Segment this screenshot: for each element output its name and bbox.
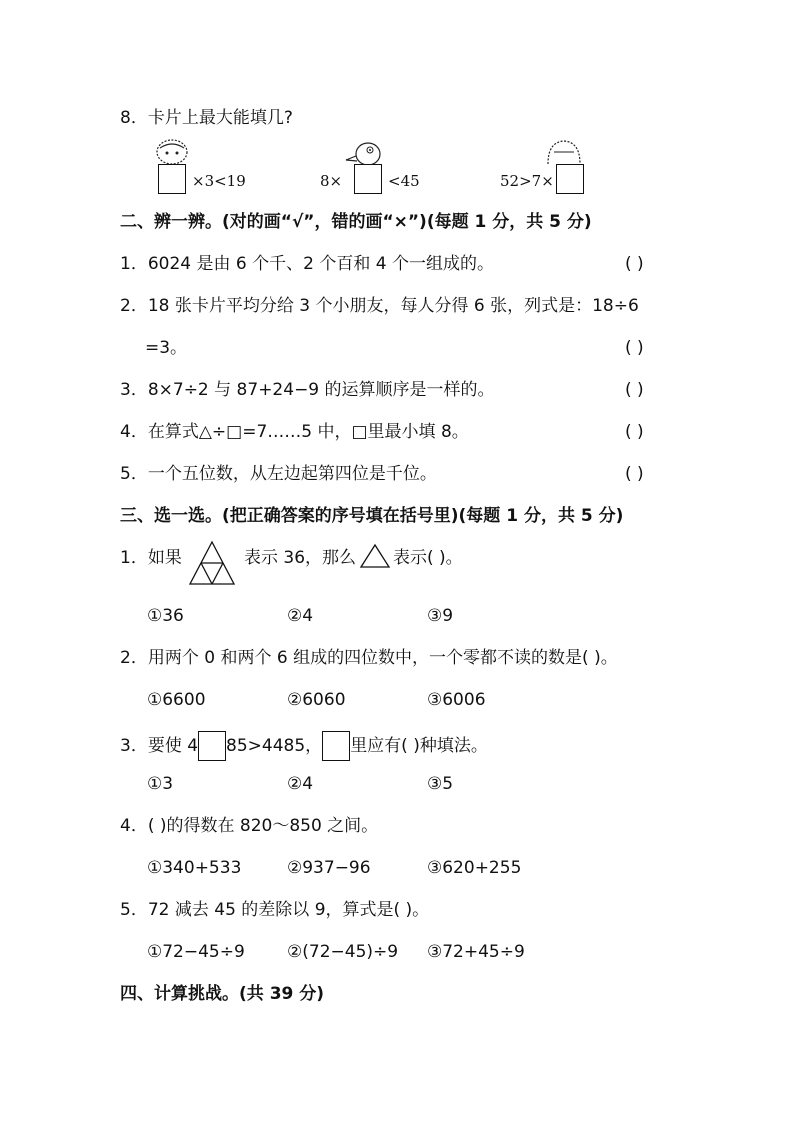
choice-q4-options bbox=[147, 857, 567, 879]
answer-box[interactable] bbox=[322, 731, 350, 761]
choice-q3 bbox=[120, 731, 488, 761]
choice-q5: 5．72 减去 45 的差除以 9，算式是( )。 bbox=[120, 900, 430, 920]
judge-item-5: 5．一个五位数，从左边起第四位是千位。 bbox=[120, 464, 437, 484]
option-c[interactable]: ③72+45÷9 bbox=[427, 942, 525, 962]
option-a[interactable]: ①3 bbox=[147, 774, 174, 794]
cartoon-figure-icon bbox=[152, 138, 192, 166]
choice-q3-prefix: 3．要使 4 bbox=[120, 736, 199, 756]
answer-box[interactable] bbox=[158, 164, 186, 194]
choice-q4: 4．( )的得数在 820～850 之间。 bbox=[120, 816, 379, 836]
judge-item-2: 2．18 张卡片平均分给 3 个小朋友，每人分得 6 张，列式是：18÷6 bbox=[120, 296, 639, 316]
option-a[interactable]: ①340+533 bbox=[147, 858, 242, 878]
answer-paren-1[interactable]: ( ) bbox=[625, 254, 644, 274]
choice-q2-options bbox=[147, 689, 567, 711]
judge-item-1: 1．6024 是由 6 个千、2 个百和 4 个一组成的。 bbox=[120, 254, 494, 274]
option-a[interactable]: ①36 bbox=[147, 606, 184, 626]
choice-q2: 2．用两个 0 和两个 6 组成的四位数中，一个零都不读的数是( )。 bbox=[120, 648, 618, 668]
section-3-title: 三、选一选。(把正确答案的序号填在括号里)(每题 1 分，共 5 分) bbox=[120, 506, 624, 526]
section-4-title: 四、计算挑战。(共 39 分) bbox=[120, 984, 325, 1004]
choice-q1-suffix: 表示( )。 bbox=[393, 548, 463, 568]
penguin-icon bbox=[342, 138, 386, 166]
choice-q1-prefix: 1．如果 bbox=[120, 548, 182, 568]
judge-item-4: 4．在算式△÷□=7……5 中，□里最小填 8。 bbox=[120, 422, 469, 442]
answer-paren-3[interactable]: ( ) bbox=[625, 380, 644, 400]
answer-paren-5[interactable]: ( ) bbox=[625, 464, 644, 484]
choice-q3-suffix: 里应有( )种填法。 bbox=[350, 736, 488, 756]
option-b[interactable]: ②937−96 bbox=[287, 858, 371, 878]
triangle-icon bbox=[359, 543, 391, 569]
choice-q1-options bbox=[147, 605, 567, 627]
option-a[interactable]: ①72−45÷9 bbox=[147, 942, 245, 962]
triangle-grid-icon bbox=[188, 540, 236, 586]
question-8-title: 8．卡片上最大能填几? bbox=[120, 108, 293, 128]
option-c[interactable]: ③6006 bbox=[427, 690, 486, 710]
option-b[interactable]: ②6060 bbox=[287, 690, 346, 710]
option-c[interactable]: ③5 bbox=[427, 774, 454, 794]
option-c[interactable]: ③620+255 bbox=[427, 858, 522, 878]
choice-q5-options bbox=[147, 941, 567, 963]
option-b[interactable]: ②4 bbox=[287, 606, 314, 626]
option-b[interactable]: ②4 bbox=[287, 774, 314, 794]
option-c[interactable]: ③9 bbox=[427, 606, 454, 626]
section-2-title: 二、辨一辨。(对的画“√”，错的画“×”)(每题 1 分，共 5 分) bbox=[120, 212, 592, 232]
option-a[interactable]: ①6600 bbox=[147, 690, 206, 710]
choice-q1-middle: 表示 36，那么 bbox=[244, 548, 357, 568]
card-1-text: ×3<19 bbox=[192, 172, 246, 190]
answer-paren-2[interactable]: ( ) bbox=[625, 338, 644, 358]
card-2-right-text: <45 bbox=[388, 172, 420, 190]
choice-q3-options bbox=[147, 773, 567, 795]
card-3-left-text: 52>7× bbox=[500, 172, 554, 190]
choice-q3-middle: 85>4485， bbox=[226, 736, 323, 756]
cartoon-girl-icon bbox=[542, 138, 586, 166]
judge-item-2-cont: =3。 bbox=[145, 338, 188, 358]
option-b[interactable]: ②(72−45)÷9 bbox=[287, 942, 399, 962]
judge-item-3: 3．8×7÷2 与 87+24−9 的运算顺序是一样的。 bbox=[120, 380, 495, 400]
card-2-left-text: 8× bbox=[320, 172, 343, 190]
answer-box[interactable] bbox=[556, 164, 584, 194]
answer-box[interactable] bbox=[354, 164, 382, 194]
answer-paren-4[interactable]: ( ) bbox=[625, 422, 644, 442]
answer-box[interactable] bbox=[198, 731, 226, 761]
